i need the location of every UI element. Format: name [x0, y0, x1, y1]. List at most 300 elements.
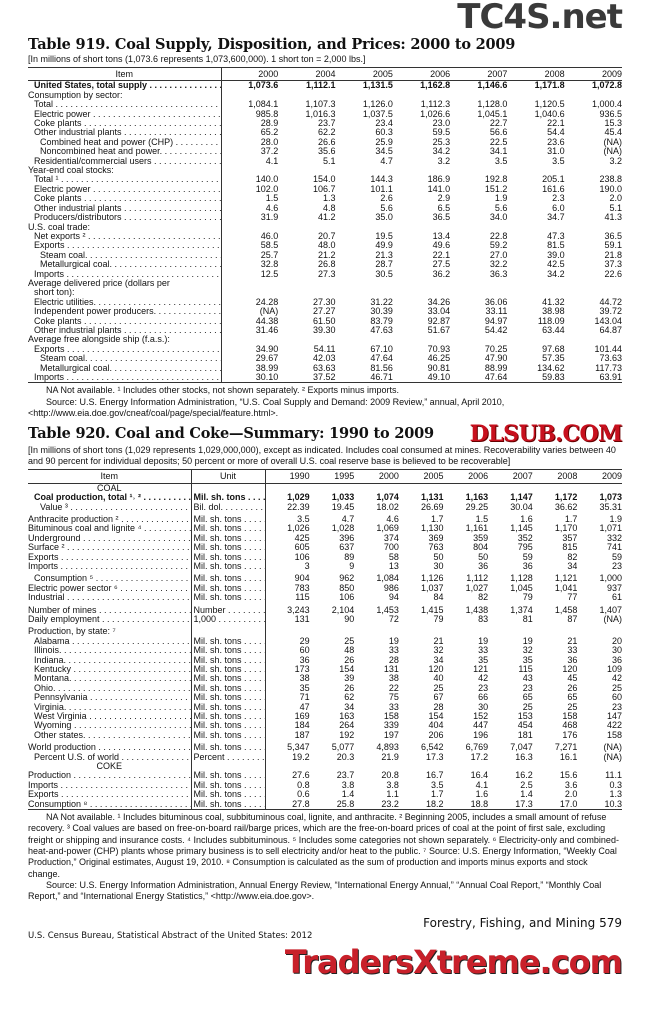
value-cell: 58.5: [260, 241, 279, 251]
value-cell: 25: [433, 683, 444, 693]
value-cell: [507, 335, 564, 344]
value-cell: [450, 91, 507, 100]
value-cell: [278, 288, 335, 297]
value-cell: 67: [433, 693, 444, 703]
value-cell: [336, 279, 393, 288]
value-cell: 48: [344, 646, 355, 656]
value-cell: 31.0: [547, 147, 565, 157]
value-cell: [221, 223, 278, 232]
value-cell: 1.4: [341, 790, 355, 800]
row-label: Producers/distributors . . .: [28, 213, 221, 222]
value-cell: [488, 483, 533, 493]
column-header: 2000: [354, 470, 399, 483]
value-cell: 20.7: [318, 231, 336, 241]
value-cell: 3.5: [430, 780, 444, 790]
row-unit: Mil. sh. tons . . .: [192, 646, 265, 655]
value-cell: 81: [522, 614, 533, 624]
row-label: Percent U.S. of world . . .: [28, 753, 191, 762]
unit-cell: [191, 800, 265, 810]
value-cell: 1,415: [420, 605, 444, 615]
value-cell: 30.5: [375, 269, 393, 279]
row-label-cell: [28, 326, 221, 335]
value-cell: 131: [294, 614, 310, 624]
value-cell: 2.9: [437, 194, 451, 204]
value-cell: 90.81: [427, 363, 451, 373]
column-header: Item: [28, 68, 221, 81]
value-cell: 447: [473, 721, 489, 731]
value-cell: 339: [383, 721, 399, 731]
row-label-cell: [28, 674, 191, 683]
value-cell: 23.6: [547, 137, 565, 147]
row-label-cell: [28, 204, 221, 213]
row-label: Montana. . . .: [28, 674, 191, 683]
value-cell: [278, 223, 335, 232]
row-label: Exports . . .: [28, 241, 221, 250]
row-label-cell: [28, 524, 191, 533]
table-row: [28, 534, 622, 543]
row-label: Surface ² . . .: [28, 543, 191, 552]
value-cell: [450, 223, 507, 232]
value-cell: 81.5: [547, 241, 565, 251]
row-label-cell: [28, 100, 221, 109]
footnotes: NA Not available. ¹ Includes bituminous coal, subbituminous coal, lignite, and anthracite. ² Beginning 2005, includes a small amount of refuse recovery. ³ Coal values are based on free-on-board rail/barge prices, which are the free-on-board prices of coal at the point of first sale, excluding freight or shipping and insurance costs. ⁴ Includes subbituminous. ⁵ Includes some categories not shown separately. ⁶ Electricity-only and combined-heat-and-power (CHP) plants whose primary business is to sell electricity and/or heat to the public. ⁷ Source: U.S. Energy Information, “Weekly Coal Production,” Original estimates, August 19, 2010. ⁸ Consumption is calculated as the sum of production and imports minus exports and stock change.: [28, 812, 619, 879]
table-row: [28, 503, 622, 512]
value-cell: 2,104: [331, 605, 355, 615]
table-row: [28, 138, 622, 147]
value-cell: 34.7: [547, 213, 565, 223]
table-920-title: Table 920. Coal and Coke—Summary: 1990 to 2009: [28, 425, 434, 443]
value-cell: 62.2: [318, 128, 336, 138]
row-unit: Mil. sh. tons . . .: [192, 584, 265, 593]
row-label: United States, total supply . . .: [28, 81, 221, 90]
value-cell: 77: [567, 593, 578, 603]
value-cell: 23: [478, 683, 489, 693]
value-cell: 1,037.5: [362, 109, 393, 119]
row-label: Other industrial plants . . .: [28, 128, 221, 137]
value-cell: 4.7: [380, 156, 393, 166]
value-cell: 63.44: [542, 325, 565, 335]
value-cell: 33.04: [427, 307, 451, 317]
value-cell: 32.2: [489, 260, 508, 270]
value-cell: 374: [383, 533, 399, 543]
row-unit: Mil. sh. tons . . .: [192, 553, 265, 562]
value-cell: 16.1: [559, 752, 578, 762]
value-cell: [507, 223, 564, 232]
value-cell: 1.3: [323, 194, 336, 204]
value-cell: 34.2: [432, 147, 451, 157]
row-label: Alabama . . .: [28, 637, 191, 646]
row-unit: 1,000 . . .: [192, 615, 265, 624]
value-cell: 36.5: [604, 231, 622, 241]
value-cell: 425: [294, 533, 310, 543]
value-cell: 1,071: [599, 524, 622, 534]
row-label: Imports . . .: [28, 781, 191, 790]
table-row: [28, 175, 622, 184]
value-cell: 25: [611, 683, 622, 693]
value-cell: 6,769: [465, 743, 489, 753]
value-cell: [336, 223, 393, 232]
row-unit: Mil. sh. tons . . .: [192, 656, 265, 665]
value-cell: [533, 627, 578, 636]
unit-cell: [191, 771, 265, 780]
row-label: U.S. coal trade:: [28, 222, 91, 232]
value-cell: 38.98: [542, 307, 565, 317]
value-cell: 82: [567, 552, 578, 562]
value-cell: 47.64: [450, 373, 507, 383]
value-cell: 106: [339, 593, 355, 603]
table-920: [28, 469, 622, 810]
value-cell: 20.3: [336, 752, 355, 762]
column-header: Unit: [191, 470, 265, 483]
row-label-cell: [28, 721, 191, 730]
value-cell: 30.10: [221, 373, 278, 383]
value-cell: 154.0: [313, 175, 336, 185]
table-row: [28, 731, 622, 740]
value-cell: 17.3: [425, 752, 444, 762]
value-cell: 605: [294, 543, 310, 553]
value-cell: [507, 166, 564, 175]
value-cell: 79: [522, 593, 533, 603]
value-cell: 45.4: [604, 128, 622, 138]
value-cell: 46.25: [427, 354, 451, 364]
row-label-cell: [28, 373, 221, 383]
value-cell: 31.46: [255, 325, 279, 335]
value-cell: [221, 279, 278, 288]
value-cell: [565, 335, 622, 344]
table-row: [28, 524, 622, 533]
row-label-cell: [28, 185, 221, 194]
value-cell: 1,131.5: [362, 80, 393, 91]
value-cell: 176: [562, 730, 578, 740]
value-cell: 29: [299, 636, 310, 646]
table-row: [28, 204, 622, 213]
value-cell: [565, 223, 622, 232]
row-label-cell: [28, 637, 191, 646]
value-cell: 1,000: [599, 574, 622, 584]
value-cell: 70.93: [427, 344, 451, 354]
row-unit: Mil. sh. tons . . .: [192, 593, 265, 602]
value-cell: [450, 335, 507, 344]
row-label: Pennsylvania . . .: [28, 693, 191, 702]
row-unit: Mil. sh. tons . . .: [192, 771, 265, 780]
value-cell: 396: [339, 533, 355, 543]
value-cell: 152: [473, 712, 489, 722]
table-row: [28, 693, 622, 702]
value-cell: 1,162.8: [420, 80, 451, 91]
value-cell: 120: [428, 665, 444, 675]
value-cell: [354, 762, 399, 771]
unit-cell: [191, 543, 265, 552]
value-cell: 154: [339, 665, 355, 675]
row-label-cell: [28, 493, 191, 502]
table-row: [28, 800, 622, 810]
row-label-cell: [28, 147, 221, 156]
value-cell: 1,458: [554, 605, 578, 615]
unit-cell: [191, 524, 265, 533]
row-label: Ohio. . . .: [28, 684, 191, 693]
table-row: [28, 251, 622, 260]
footnotes: NA Not available. ¹ Includes other stocks, not shown separately. ² Exports minus imports.: [46, 385, 399, 396]
page-section-footer: Forestry, Fishing, and Mining 579: [423, 916, 622, 931]
row-label: Steam coal. . . .: [28, 354, 221, 363]
value-cell: 29.67: [255, 354, 279, 364]
value-cell: 42.5: [547, 260, 565, 270]
row-label-cell: [28, 91, 221, 100]
unit-cell: [191, 593, 265, 602]
column-header: 2000: [221, 68, 278, 81]
value-cell: 422: [606, 721, 622, 731]
value-cell: 5.1: [609, 203, 622, 213]
value-cell: 34.26: [427, 297, 451, 307]
value-cell: 184: [294, 721, 310, 731]
value-cell: [565, 279, 622, 288]
unit-cell: [191, 606, 265, 615]
row-label: Production, by state: ⁷: [28, 627, 116, 637]
row-unit: Mil. sh. tons . . .: [192, 684, 265, 693]
table-row: [28, 288, 622, 297]
unit-cell: [191, 574, 265, 583]
value-cell: 1,016.3: [305, 109, 336, 119]
value-cell: 904: [294, 574, 310, 584]
value-cell: 46.0: [260, 231, 279, 241]
value-cell: 3.5: [552, 156, 565, 166]
row-label: West Virginia . . .: [28, 712, 191, 721]
table-row: [28, 790, 622, 799]
row-label-cell: [28, 800, 191, 810]
value-cell: 936.5: [599, 109, 622, 119]
value-cell: 32.8: [260, 260, 279, 270]
row-label-cell: [28, 213, 221, 222]
table-row: [28, 703, 622, 712]
value-cell: 27.0: [489, 250, 508, 260]
value-cell: 158: [606, 730, 622, 740]
row-label: Industrial . . .: [28, 593, 191, 602]
value-cell: 22: [388, 683, 399, 693]
row-label-cell: [28, 606, 191, 615]
unit-cell: [191, 483, 265, 493]
unit-cell: [191, 665, 265, 674]
row-label: Total . . .: [28, 100, 221, 109]
value-cell: 22.7: [489, 119, 508, 129]
row-label: Imports . . .: [28, 373, 221, 382]
value-cell: 197: [383, 730, 399, 740]
value-cell: 1.1: [386, 790, 399, 800]
value-cell: 4.6: [386, 514, 399, 524]
value-cell: 12.5: [260, 269, 279, 279]
row-unit: Mil. sh. tons . . .: [192, 703, 265, 712]
value-cell: 84: [433, 593, 444, 603]
value-cell: 60.3: [375, 128, 393, 138]
value-cell: 101.1: [370, 184, 393, 194]
value-cell: [265, 483, 310, 493]
table-row: [28, 213, 622, 222]
value-cell: 264: [339, 721, 355, 731]
value-cell: 2.0: [564, 790, 578, 800]
table-row: [28, 317, 622, 326]
row-label-cell: [28, 543, 191, 552]
value-cell: 37.3: [604, 260, 622, 270]
value-cell: 35.0: [375, 213, 393, 223]
value-cell: 1,161: [465, 524, 489, 534]
value-cell: 26: [344, 683, 355, 693]
value-cell: 637: [339, 543, 355, 553]
header-row: [28, 470, 622, 483]
value-cell: 59.83: [507, 373, 564, 383]
value-cell: 36.2: [432, 269, 451, 279]
value-cell: [221, 335, 278, 344]
value-cell: 1,147: [510, 493, 533, 503]
table-row: [28, 100, 622, 109]
value-cell: 28.9: [260, 119, 279, 129]
unit-cell: [191, 656, 265, 665]
row-label-cell: [28, 241, 221, 250]
value-cell: 33.11: [485, 307, 508, 317]
value-cell: 115: [518, 665, 533, 675]
column-header: 1995: [310, 470, 355, 483]
table-row: [28, 493, 622, 502]
table-row: [28, 345, 622, 354]
value-cell: 45: [567, 674, 578, 684]
row-label: Consumption by sector:: [28, 90, 123, 100]
value-cell: 1,112.3: [420, 100, 451, 110]
unit-cell: [191, 790, 265, 799]
row-label-cell: [28, 307, 221, 316]
value-cell: 19: [522, 636, 533, 646]
value-cell: [507, 288, 564, 297]
table-row: [28, 606, 622, 615]
value-cell: 3.8: [386, 780, 399, 790]
table-row: [28, 241, 622, 250]
value-cell: 158: [383, 712, 399, 722]
row-label-cell: [28, 712, 191, 721]
table-row: [28, 270, 622, 279]
value-cell: 49.10: [393, 373, 450, 383]
value-cell: 17.2: [470, 752, 489, 762]
unit-cell: [191, 584, 265, 593]
value-cell: [450, 288, 507, 297]
row-label: Combined heat and power (CHP) . . .: [28, 138, 221, 147]
table-row: [28, 185, 622, 194]
row-label: Steam coal. . . .: [28, 251, 221, 260]
value-cell: 26: [344, 655, 355, 665]
value-cell: 1.5: [475, 514, 489, 524]
value-cell: 90: [344, 614, 355, 624]
row-unit: Mil. sh. tons . . .: [192, 674, 265, 683]
value-cell: 117.73: [595, 363, 622, 373]
table-row: [28, 637, 622, 646]
value-cell: 1,112: [466, 574, 489, 584]
row-label: Coke plants . . .: [28, 119, 221, 128]
value-cell: 27.30: [313, 297, 336, 307]
value-cell: [577, 762, 622, 771]
value-cell: 3.5: [494, 156, 508, 166]
value-cell: 49.9: [375, 241, 393, 251]
value-cell: 28: [388, 655, 399, 665]
value-cell: 192.8: [484, 175, 508, 185]
value-cell: [221, 288, 278, 297]
value-cell: 1,453: [376, 605, 399, 615]
value-cell: 66: [478, 693, 489, 703]
row-label-cell: [28, 119, 221, 128]
table-row: [28, 684, 622, 693]
value-cell: 25.9: [375, 137, 393, 147]
value-cell: 31.22: [370, 297, 393, 307]
value-cell: 190.0: [599, 184, 622, 194]
row-label: Exports . . .: [28, 345, 221, 354]
value-cell: 22.39: [287, 502, 310, 512]
value-cell: 25: [344, 636, 355, 646]
row-label: Production . . .: [28, 771, 191, 780]
value-cell: 101.44: [594, 344, 622, 354]
value-cell: 22.8: [489, 231, 508, 241]
value-cell: [336, 91, 393, 100]
row-unit: Mil. sh. tons . . .: [192, 493, 265, 502]
value-cell: 1,120.5: [534, 100, 565, 110]
value-cell: 1,041: [554, 583, 578, 593]
value-cell: 25: [567, 702, 578, 712]
value-cell: 23.7: [336, 771, 355, 781]
table-row: [28, 656, 622, 665]
value-cell: 36: [522, 561, 533, 571]
row-label-cell: [28, 194, 221, 203]
column-header: 2008: [533, 470, 578, 483]
value-cell: 22.1: [547, 119, 565, 129]
value-cell: 34.0: [489, 213, 508, 223]
value-cell: 3.2: [437, 156, 451, 166]
value-cell: 42.03: [313, 354, 336, 364]
row-label-cell: [28, 693, 191, 702]
value-cell: 3.2: [609, 156, 622, 166]
row-label: Exports . . .: [28, 790, 191, 799]
value-cell: 47.90: [484, 354, 508, 364]
row-label-cell: [28, 753, 191, 762]
value-cell: 3.5: [297, 514, 310, 524]
value-cell: 468: [562, 721, 578, 731]
value-cell: 47.64: [370, 354, 393, 364]
value-cell: 4.7: [341, 514, 355, 524]
row-label-cell: [28, 354, 221, 363]
value-cell: 47.3: [547, 231, 565, 241]
unit-cell: [191, 731, 265, 740]
value-cell: 48.0: [318, 241, 336, 251]
unit-cell: [191, 562, 265, 571]
row-label-cell: [28, 790, 191, 799]
value-cell: 10.3: [577, 800, 622, 810]
row-label: Exports . . .: [28, 553, 191, 562]
value-cell: 81.56: [370, 363, 393, 373]
value-cell: [336, 166, 393, 175]
row-unit: Percent . . .: [192, 753, 265, 762]
row-label: COKE: [96, 762, 122, 772]
value-cell: 54.4: [547, 128, 565, 138]
table-row: [28, 307, 622, 316]
value-cell: 6,542: [420, 743, 444, 753]
unit-cell: [191, 493, 265, 502]
value-cell: 59: [611, 552, 622, 562]
unit-cell: [191, 693, 265, 702]
value-cell: 39.0: [547, 250, 565, 260]
value-cell: 1,073: [599, 493, 622, 503]
value-cell: 20: [611, 636, 622, 646]
value-cell: 153: [517, 712, 533, 722]
row-label: Electric power sector ⁶ . . .: [28, 584, 191, 593]
value-cell: 33: [388, 646, 399, 656]
value-cell: 41.2: [318, 213, 336, 223]
row-label-cell: [28, 515, 191, 524]
value-cell: 41.32: [542, 297, 565, 307]
value-cell: 35.31: [599, 502, 622, 512]
value-cell: 359: [473, 533, 489, 543]
